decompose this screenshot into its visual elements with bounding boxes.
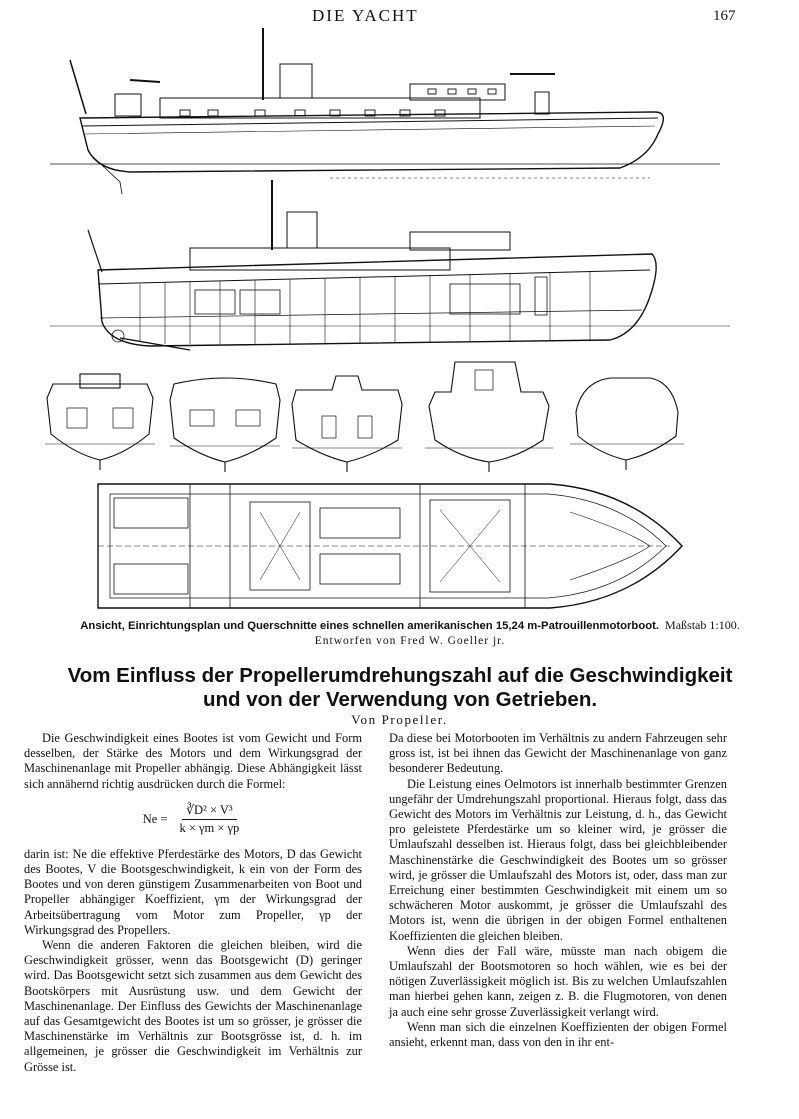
article-title-line-2: und von der Verwendung von Getrieben. (202, 688, 598, 711)
boat-plans-illustration (30, 22, 730, 612)
left-column (24, 731, 362, 1075)
formula-denominator: k × γm × γp (179, 821, 240, 836)
page-header (0, 4, 799, 24)
article-byline: Von Propeller. (351, 712, 448, 727)
article-title-line-1: Vom Einfluss der Propellerumdrehungszahl auf die Geschwindigkeit (67, 664, 733, 687)
paragraph: Wenn die anderen Faktoren die gleichen bleiben, wird die Geschwindigkeit grösser, wenn das Bootsgewicht (D) geringer wird. Das Bootsgewicht setzt sich zusammen aus dem Gewicht des Bootskörpers mit Ausrüstung usw. und dem Gewicht der Maschinenanlage. Der Einfluss des Gewichts der Maschinenanlage auf das Gesamtgewicht des Bootes ist um so grösser, je grösser die Maschinenstärke im Verhältnis zur Bootsgrösse ist, d. h. im allgemeinen, je grösser die Geschwindigkeit im Verhältnis zur Grösse ist. (24, 938, 362, 1074)
right-column (389, 731, 727, 1050)
article-title (20, 664, 780, 712)
formula-fraction (175, 803, 243, 836)
paragraph: Wenn man sich die einzelnen Koeffizienten der obigen Formel ansieht, erkennt man, dass von den in ihr ent- (389, 1019, 727, 1050)
longitudinal-section-drawing (50, 180, 730, 350)
caption-designer: Entworfen von Fred W. Goeller jr. (314, 635, 506, 647)
side-elevation-drawing (50, 28, 720, 194)
page-number: 167 (713, 8, 736, 24)
paragraph: Wenn dies der Fall wäre, müsste man nach obigem die Umlaufszahl der Bootsmotoren so hoch wählen, wie es bei der nötigen Zuverlässigkeit möglich ist. Bis zu welchen Umlaufszahlen man hierbei gehen kann, zeigen z. B. die Flugmotoren, von denen ja auch eine sehr grosse Zuverlässigkeit verlangt wird. (389, 943, 727, 1019)
cross-sections-drawing (45, 362, 684, 472)
formula (24, 795, 362, 845)
paragraph: darin ist: Ne die effektive Pferdestärke des Motors, D das Gewicht des Bootes, V die Bootsgeschwindigkeit, k ein von der Form des Bootes und von deren günstigem Zusammenarbeiten von Boot und Propeller abhängiger Koeffizient, γm der Wirkungsgrad der Arbeitsübertragung vom Motor zum Propeller, γp der Wirkungsgrad des Propellers. (24, 846, 362, 937)
formula-numerator: ∛D² × V³ (182, 803, 237, 820)
caption-scale: Maßstab 1:100. (665, 618, 740, 632)
deck-plan-drawing (98, 484, 682, 608)
figure-caption (60, 616, 760, 647)
running-title: DIE YACHT (312, 6, 419, 25)
paragraph: Die Leistung eines Oelmotors ist innerhalb bestimmter Grenzen ungefähr der Umdrehungszahl proportional. Hieraus folgt, dass das Gewicht des Motors im Verhältnis zur Leistung, d. h., das Gewicht pro geleistete Pferdestärke um so kleiner wird, je grösser die Umlaufszahl desselben ist. Hieraus folgt, dass bei gleichbleibender Maschinenstärke die Geschwindigkeit des Bootes um so grösser wird, je grösser die Umlaufszahl des Motors ist, oder, dass man zur Erreichung einer bestimmten Geschwindigkeit mit einem um so schwächeren Motor auskommt, je grösser die Umlaufszahl des Motors ist, wenn die übrigen in der obigen Formel enthaltenen Koeffizienten die gleichen bleiben. (389, 776, 727, 943)
caption-main: Ansicht, Einrichtungsplan und Querschnitte eines schnellen amerikanischen 15,24 m-Patrouillenmotorboot. (80, 620, 660, 632)
paragraph: Die Geschwindigkeit eines Bootes ist vom Gewicht und Form desselben, der Stärke des Motors und dem Wirkungsgrad der Maschinenanlage mit Propeller abhängig. Diese Abhängigkeit lässt sich annähernd richtig ausdrücken durch die Formel: (24, 731, 362, 791)
formula-lhs: Ne = (142, 812, 168, 827)
boat-drawings (30, 22, 730, 612)
paragraph: Da diese bei Motorbooten im Verhältnis zu andern Fahrzeugen sehr gross ist, ist bei ihnen das Gewicht der Maschinenanlage von ganz besonderer Bedeutung. (389, 731, 727, 776)
